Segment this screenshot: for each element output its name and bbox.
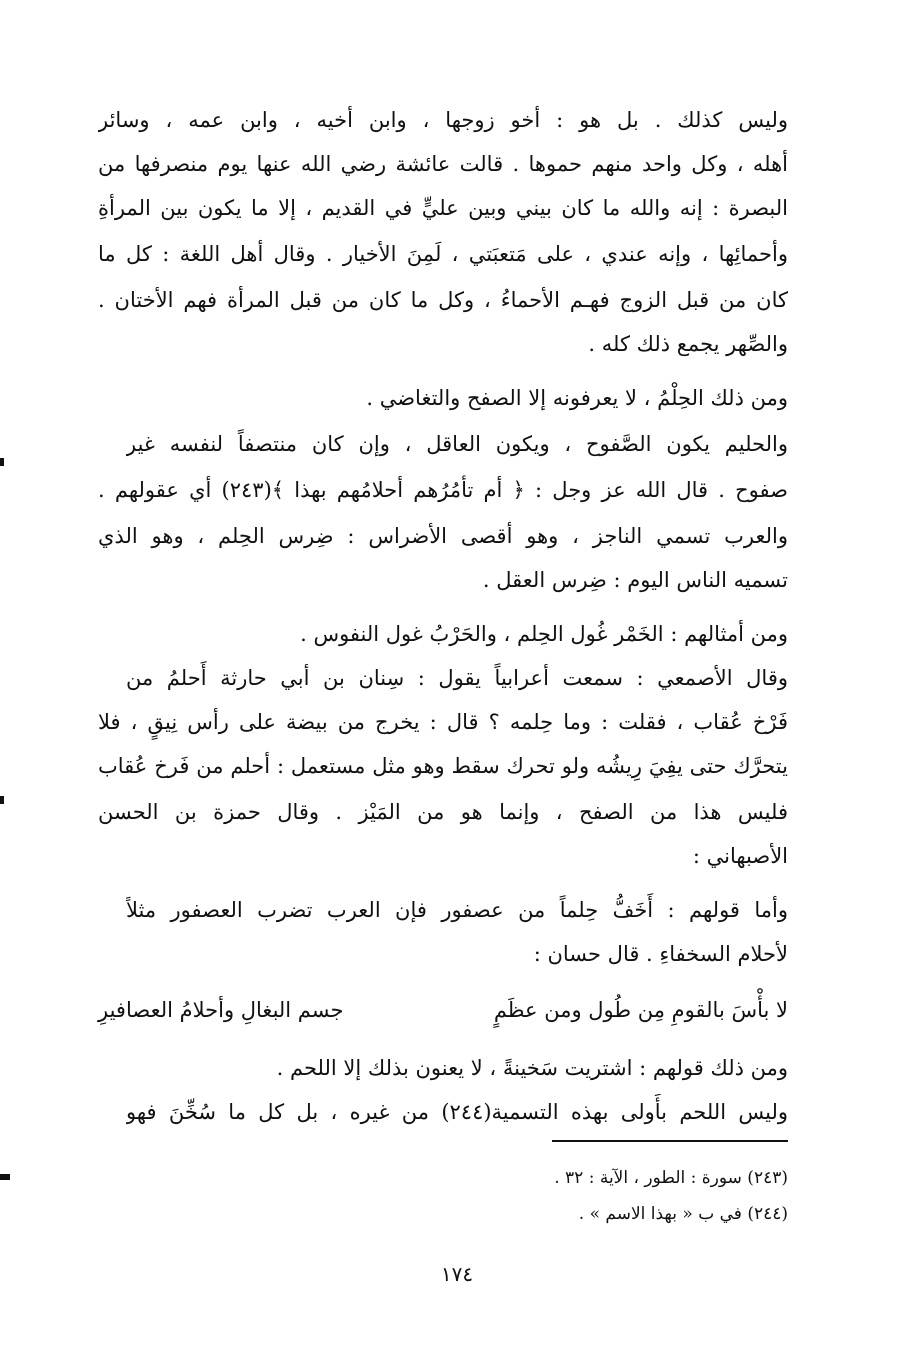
paragraph-start: ومن أمثالهم : الخَمْر غُول الحِلم ، والحَرْبُ غول النفوس . xyxy=(300,622,788,646)
body-line: والصِّهر يجمع ذلك كله . xyxy=(588,332,788,356)
scan-speck xyxy=(0,796,4,804)
paragraph-start: ومن ذلك الحِلْمُ ، لا يعرفونه إلا الصفح والتغاضي . xyxy=(366,386,788,410)
scan-speck xyxy=(0,1174,10,1180)
paragraph-start: وأما قولهم : أَخَفُّ حِلماً من عصفور فإن العرب تضرب العصفور مثلاً xyxy=(126,898,788,922)
footnote-separator xyxy=(552,1140,788,1142)
body-line: أهله ، وكل واحد منهم حموها . قالت عائشة رضي الله عنها يوم منصرفها من xyxy=(98,152,788,176)
paragraph-start: وقال الأصمعي : سمعت أعرابياً يقول : سِنان بن أبي حارثة أَحلمُ من xyxy=(126,666,788,690)
footnote: (٢٤٤) في ب « بهذا الاسم » . xyxy=(578,1204,788,1224)
body-line: كان من قبل الزوج فهـم الأحماءُ ، وكل ما كان من قبل المرأة فهم الأختان . xyxy=(98,288,788,312)
verse-second-hemistich: جسم البغالِ وأحلامُ العصافيرِ xyxy=(98,998,344,1022)
body-line: الأصبهاني : xyxy=(692,844,788,868)
paragraph-start: ومن ذلك قولهم : اشتريت سَخينةً ، لا يعنون بذلك إلا اللحم . xyxy=(276,1056,788,1080)
body-line: البصرة : إنه والله ما كان بيني وبين عليٍّ في القديم ، إلا ما يكون بين المرأةِ xyxy=(98,196,788,220)
paragraph-start: والحليم يكون الصَّفوح ، ويكون العاقل ، وإن كان منتصفاً لنفسه غير xyxy=(126,432,788,456)
verse-first-hemistich: لا بأْسَ بالقومِ مِن طُول ومن عظَمٍ xyxy=(493,998,788,1022)
body-line: وأحمائِها ، وإنه عندي ، على مَتعبَتي ، لَمِنَ الأخيار . وقال أهل اللغة : كل ما xyxy=(98,242,788,266)
page-number: ١٧٤ xyxy=(440,1262,474,1286)
body-line: تسميه الناس اليوم : ضِرس العقل . xyxy=(482,568,788,592)
body-line: وليس كذلك . بل هو : أخو زوجها ، وابن أخيه ، وابن عمه ، وسائر xyxy=(98,108,788,132)
body-line: فليس هذا من الصفح ، وإنما هو من المَيْز . وقال حمزة بن الحسن xyxy=(98,800,788,824)
scan-speck xyxy=(0,458,4,466)
paragraph-start: وليس اللحم بأَولى بهذه التسمية(٢٤٤) من غيره ، بل كل ما سُخِّنَ فهو xyxy=(126,1100,788,1124)
body-line: والعرب تسمي الناجز ، وهو أقصى الأضراس : ضِرس الحِلم ، وهو الذي xyxy=(98,524,788,548)
footnote: (٢٤٣) سورة : الطور ، الآية : ٣٢ . xyxy=(554,1168,788,1188)
poetry-verse xyxy=(98,992,788,1028)
body-line: لأحلام السخفاءِ . قال حسان : xyxy=(533,942,788,966)
body-line: يتحرَّك حتى يفِيَ رِيشُه ولو تحرك سقط وهو مثل مستعمل : أحلم من فَرخ عُقاب xyxy=(98,754,788,778)
body-line: صفوح . قال الله عز وجل : ﴿ أم تأمُرُهم أحلامُهم بهذا ﴾(٢٤٣) أي عقولهم . xyxy=(98,478,788,502)
body-line: فَرْخ عُقاب ، فقلت : وما حِلمه ؟ قال : يخرج من بيضة على رأس نِيقٍ ، فلا xyxy=(98,710,788,734)
